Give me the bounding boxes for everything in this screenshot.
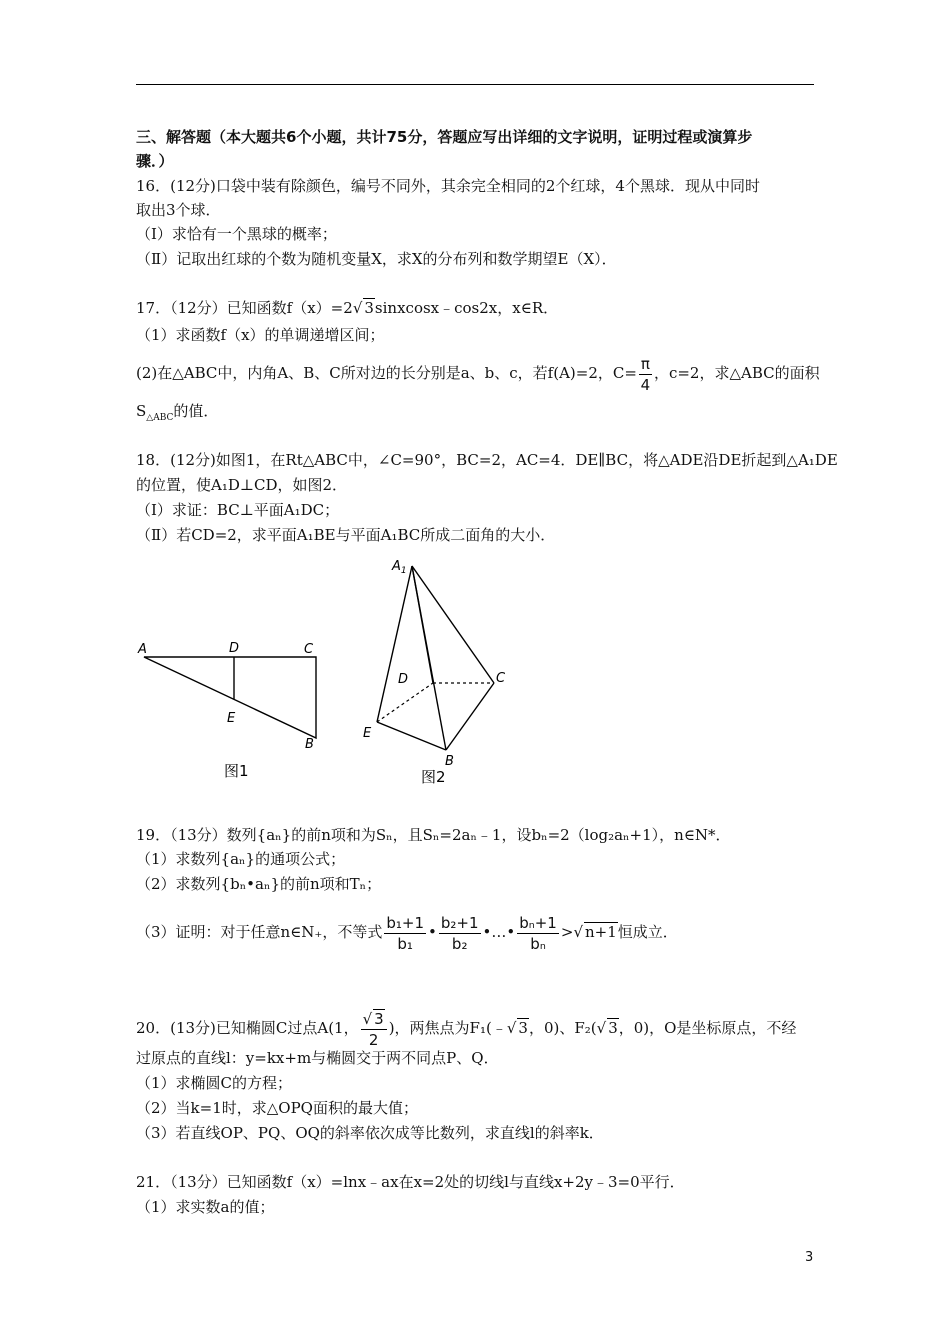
label-B: B [305, 737, 314, 752]
edge-a1d [412, 566, 433, 683]
q17-part2-cont: $S_{\triangle ABC}$的值． [136, 402, 219, 423]
label-D: D [229, 641, 240, 656]
label-C: C [304, 642, 314, 657]
edge-bc [446, 683, 494, 750]
sqrt-symbol: √ [573, 923, 583, 941]
section-title-line1: 三、解答题（本大题共6个小题，共计75分，答题应写出详细的文字说明，证明过程或演算步 [136, 128, 753, 146]
edge-a1e [377, 566, 412, 722]
q20-part1: （1）求椭圆C的方程； [136, 1074, 293, 1092]
sqrt-radicand: 3 [364, 299, 374, 317]
edge-ed-hidden [377, 683, 433, 722]
q16-line1: 16．(12分)口袋中装有除颜色，编号不同外，其余完全相同的2个红球，4个黑球．现从中同时 [136, 177, 760, 195]
q20-line2: 过原点的直线l：y=kx+m与椭圆交于两不同点P、Q． [136, 1049, 499, 1067]
q20-line1: 20．(13分)已知椭圆C过点A(1， $\frac{√ 3}{2}$ )，两焦点为F₁(﹣√ 3，0)、F₂(√ 3，0)，O是坐标原点，不经 [136, 1009, 797, 1049]
fraction-2: $\frac{\text{b₂+1}}{\text{b₂}}$ [440, 913, 479, 953]
figure-2-caption: 图2 [421, 768, 446, 786]
q18-part1: （Ⅰ）求证：BC⊥平面A₁DC； [136, 501, 340, 519]
q18-line1: 18．(12分)如图1，在Rt△ABC中，∠C=90°，BC=2，AC=4．DE∥BC，将△ADE沿DE折起到△A₁DE [136, 451, 838, 469]
q20-part3: （3）若直线OP、PQ、OQ的斜率依次成等比数列，求直线l的斜率k． [136, 1124, 604, 1142]
page-number: 3 [805, 1250, 814, 1265]
q20-part2: （2）当k=1时，求△OPQ面积的最大值； [136, 1099, 418, 1117]
q18-line2: 的位置，使A₁D⊥CD，如图2． [136, 476, 348, 494]
q16-part1: （Ⅰ）求恰有一个黑球的概率； [136, 225, 337, 243]
edge-eb [377, 722, 446, 750]
q17-line1: 17．（12分）已知函数f（x）=2√ 3sinxcosx﹣cos2x，x∈R． [136, 299, 559, 317]
label-E: E [363, 726, 372, 741]
fraction-n: $\frac{\text{bₙ+1}}{\text{bₙ}}$ [519, 913, 557, 953]
sqrt-radicand: n+1 [585, 923, 617, 941]
edge-a1c [412, 566, 494, 683]
q17-part1: （1）求函数f（x）的单调递增区间； [136, 326, 385, 344]
sqrt-symbol: √ [352, 299, 363, 317]
fraction-1: $\frac{\text{b₁+1}}{\text{b₁}}$ [386, 913, 425, 953]
figure-1-caption: 图1 [224, 762, 249, 780]
q16-part2: （Ⅱ）记取出红球的个数为随机变量X，求X的分布列和数学期望E（X）． [136, 250, 617, 268]
q18-part2: （Ⅱ）若CD=2，求平面A₁BE与平面A₁BC所成二面角的大小． [136, 526, 556, 544]
section-title-line2: 骤．） [136, 152, 174, 170]
sqrt3-over-2-fraction: $\frac{√ 3}{2}$ [361, 1009, 387, 1050]
pi-over-4-fraction: $\frac{\pi}{4}$ [640, 354, 651, 394]
q19-part1: （1）求数列{aₙ}的通项公式； [136, 850, 346, 868]
q19-part3: （3）证明：对于任意n∈N₊，不等式 $\frac{\text{b₁+1}}{\text{b₁}}$ • $\frac{\text{b₂+1}}{\text{b₂}}$ •…• $\frac{\text{bₙ+1}}{\text{bₙ}}$ >√ n+1恒成立． [136, 913, 678, 953]
label-E: E [227, 711, 236, 726]
figure-1 [137, 641, 316, 780]
q19-part2: （2）求数列{bₙ•aₙ}的前n项和Tₙ； [136, 875, 382, 893]
q19-line1: 19．（13分）数列{aₙ}的前n项和为Sₙ，且Sₙ=2aₙ﹣1，设bₙ=2（log₂aₙ+1），n∈N*． [136, 826, 731, 844]
label-A1: $A_1$ [392, 559, 407, 576]
label-B: B [445, 754, 454, 769]
label-A: A [138, 642, 147, 657]
q17-part2: (2)在△ABC中，内角A、B、C所对边的长分别是a、b、c，若f(A)=2，C= $\frac{\pi}{4}$ ，c=2，求△ABC的面积 [136, 354, 820, 394]
figure-2 [363, 559, 506, 786]
q21-line1: 21．（13分）已知函数f（x）=lnx﹣ax在x=2处的切线l与直线x+2y﹣3=0平行． [136, 1173, 685, 1191]
q16-line2: 取出3个球． [136, 201, 221, 219]
q21-part1: （1）求实数a的值； [136, 1198, 275, 1216]
label-D: D [398, 672, 409, 687]
label-C: C [496, 671, 506, 686]
